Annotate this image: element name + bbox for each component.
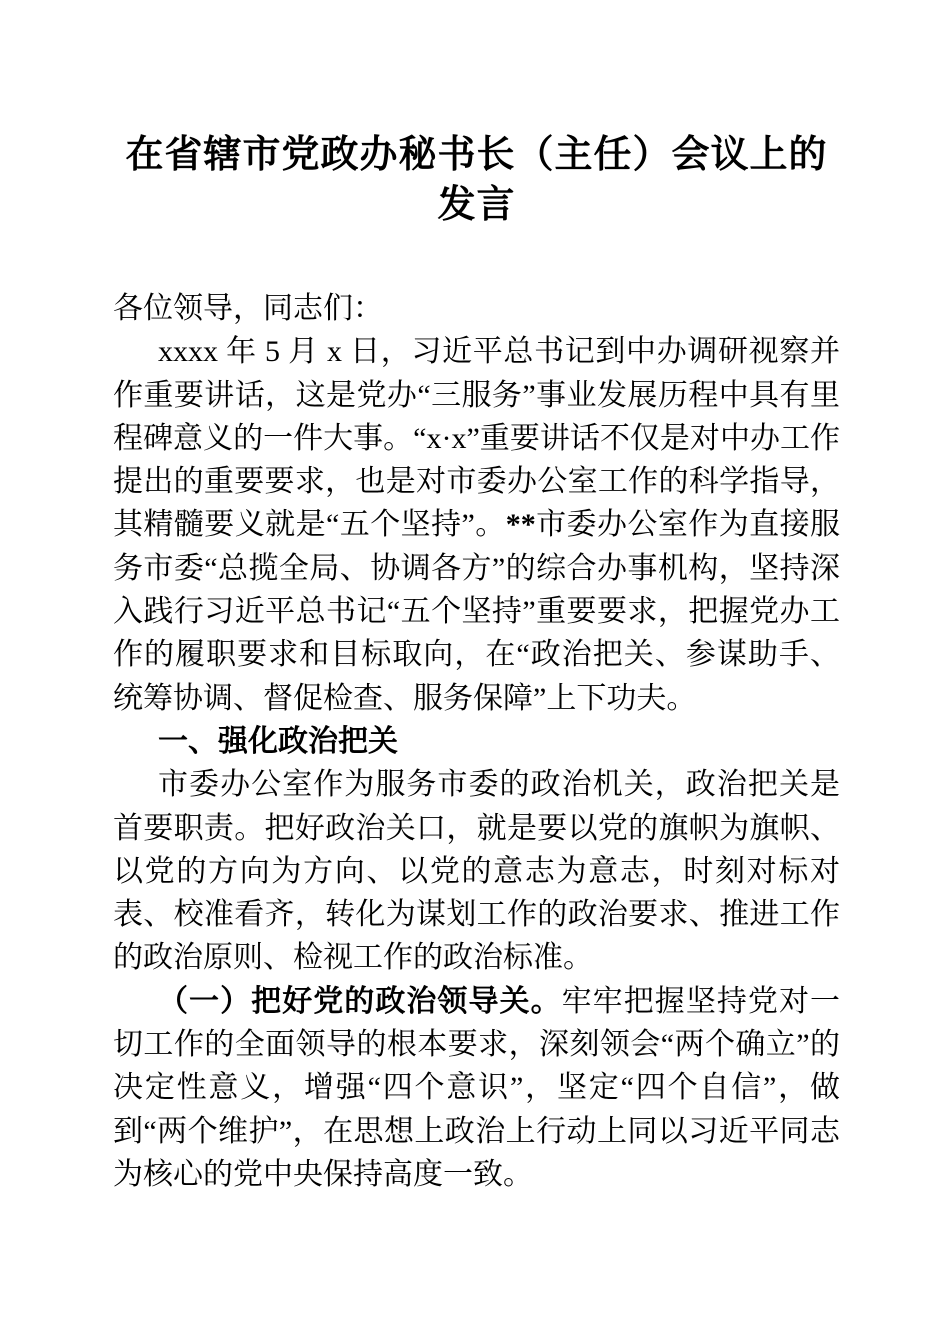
document-title: 在省辖市党政办秘书长（主任）会议上的发言 — [125, 134, 828, 226]
sub-1-text: 牢牢把握坚持党对一切工作的全面领导的根本要求，深刻领会“两个确立”的决定性意义，增强“四个意识”，坚定“四个自信”，做到“两个维护”，在思想上政治上行动上同以习近平同志为核心的党中央保持高度一致。 — [113, 984, 841, 1191]
document-body — [113, 287, 840, 1196]
document-content — [113, 0, 840, 1196]
intro-text-part1: xxxx 年 5 月 x 日，习近平总书记到中办调研视察并作重要讲话，这是党办“三服务”事业发展历程中具有里程碑意义的一件大事。“x·x”重要讲话不仅是对中办工作提出的重要要求，也是对市委办公室工作的科学指导，其精髓要义就是“五个坚持”。 — [113, 335, 840, 542]
sub-1-lead: （一）把好党的政治领导关。 — [158, 984, 562, 1018]
org-placeholder: ** — [505, 508, 536, 542]
section-1-heading: 一、强化政治把关 — [158, 724, 398, 758]
section-1-paragraph: 市委办公室作为服务市委的政治机关，政治把关是首要职责。把好政治关口，就是要以党的旗帜为旗帜、以党的方向为方向、以党的意志为意志，时刻对标对表、校准看齐，转化为谋划工作的政治要求、推进工作的政治原则、检视工作的政治标准。 — [113, 768, 840, 975]
paragraph-intro — [113, 330, 840, 720]
section-1-sub-1-paragraph — [113, 980, 840, 1196]
intro-text-part2: 市委办公室作为直接服务市委“总揽全局、协调各方”的综合办事机构，坚持深入践行习近平总书记“五个坚持”重要要求，把握党办工作的履职要求和目标取向，在“政治把关、参谋助手、统筹协调、督促检查、服务保障”上下功夫。 — [113, 508, 841, 715]
salutation-line: 各位领导，同志们： — [113, 292, 383, 325]
